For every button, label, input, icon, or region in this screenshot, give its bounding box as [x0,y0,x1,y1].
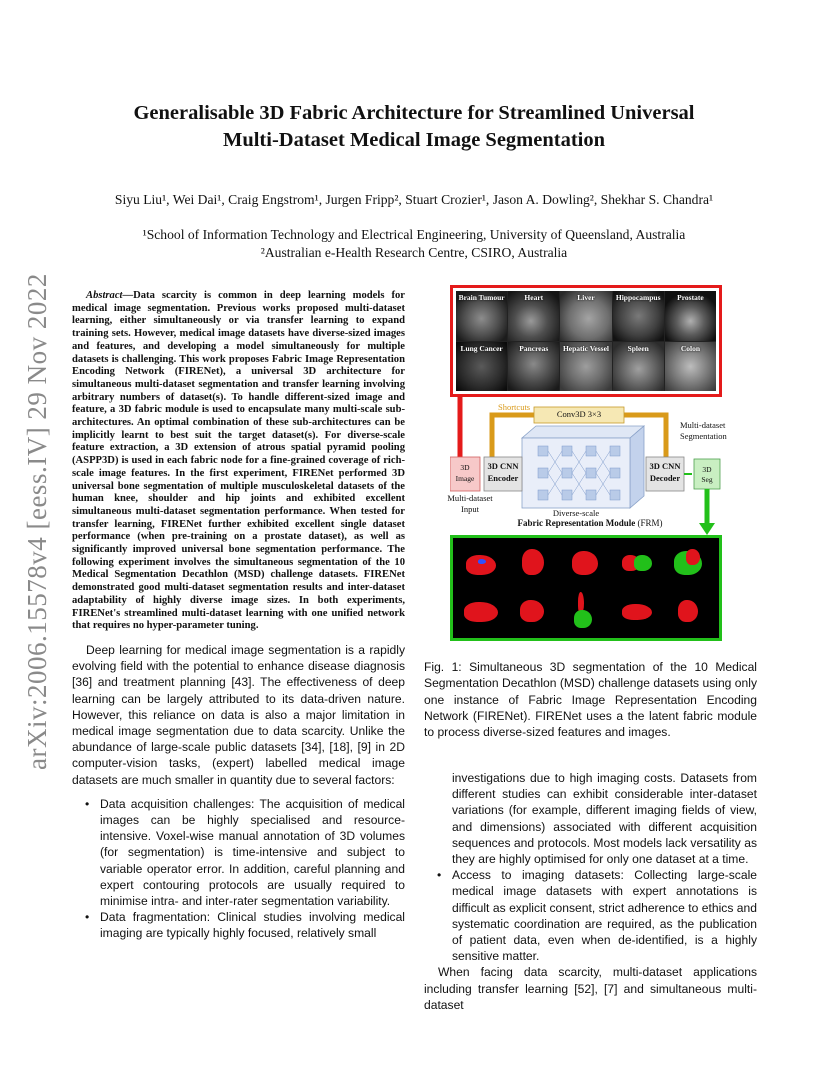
segmentation-render [456,541,508,588]
dataset-label: Heart [524,293,544,302]
segmentation-render [508,588,560,635]
output-box-line-2: Seg [701,475,713,484]
multi-seg-line-2: Segmentation [680,431,727,441]
dataset-label: Spleen [627,343,649,353]
figure-1 [447,285,727,641]
multi-seg-line-1: Multi-dataset [680,420,726,430]
output-box-line-1: 3D [702,465,712,474]
right-column [424,770,757,1013]
encoder-line-2: Encoder [487,473,519,483]
dataset-label: Lung Cancer [460,343,503,353]
frm-abbr: (FRM) [635,518,663,528]
bullet-data-fragmentation-cont: investigations due to high imaging costs. Datasets from different studies can exhibit considerable inter-dataset variations (for example, different imaging fields of view, and dimensions) associated with different acquisition sequences and protocols. Most models lack versatility as they are highly optimised for only one dataset at a time. [452,771,757,867]
seg-grid [456,541,716,635]
title-line-2: Multi-Dataset Medical Image Segmentation [222,129,606,151]
abstract-dash: — [122,290,134,301]
segmentation-render [664,541,716,588]
segmentation-render [612,588,664,635]
affiliation-2: ²Australian e-Health Research Centre, CSIRO, Australia [260,245,568,260]
input-box-line-1: 3D [460,463,470,472]
bullet-data-fragmentation: • Data fragmentation: Clinical studies involving medical imaging are typically highly focused, relatively small [72,909,405,941]
dataset-label: Liver [577,293,595,302]
affiliation-1: ¹School of Information Technology and Electrical Engineering, University of Queensland, Australia [142,227,686,242]
segmentation-render [508,541,560,588]
affiliations [60,226,768,262]
author-list: Siyu Liu¹, Wei Dai¹, Craig Engstrom¹, Jurgen Fripp², Stuart Crozier¹, Jason A. Dowling², Shekhar S. Chandra¹ [114,192,714,207]
segmentation-render [456,588,508,635]
input-label-line-1: Multi-dataset [447,493,493,503]
abstract-label: Abstract [86,290,123,301]
multi-dataset-segmentation-label [680,420,727,442]
input-3d-image-box [450,462,480,484]
segmentation-render [664,588,716,635]
abstract-text: Data scarcity is common in deep learning models for medical image segmentation. Previous works proposed multi-dataset learning, either simultaneously or via transfer learning to expand training sets. However, medical image datasets have diverse-sized images and features, and developing a model simultaneously for multiple datasets is challenging. This work proposes Fabric Image Representation Encoding Network (FIRENet), a universal 3D architecture for simultaneous multi-dataset segmentation and transfer learning involving arbitrary numbers of dataset(s). To handle different-sized image and feature, a 3D fabric module is used to encapsulate many multi-scale sub-architectures. An optimal combination of these sub-architectures can be implicitly learnt to best suit the target dataset(s). For diverse-scale feature extraction, a 3D extension of atrous spatial pyramid pooling (ASPP3D) is used in each fabric node for a fine-grained coverage of rich-scale image features. In the first experiment, FIRENet performed 3D universal bone segmentation of multiple musculoskeletal datasets of the human knee, shoulder and hip joints and exhibited excellent simultaneous multi-dataset segmentation performance. When tested for transfer learning, FIRENet further exhibited excellent single dataset performance (when pre-training on a prostate dataset), as well as significantly improved universal bone segmentation performance. The following experiment involves the simultaneous segmentation of the 10 Medical Segmentation Decathlon (MSD) challenge datasets. FIRENet demonstrated good multi-dataset segmentation results and inter-dataset adaptability of highly diverse image sizes. In both experiments, FIRENet's streamlined multi-dataset learning with one unified network that requires no hyper-parameter tuning. [72,290,405,632]
segmentation-render [560,541,612,588]
encoder-line-1: 3D CNN [487,461,519,471]
segmentation-render [612,541,664,588]
paper-title [60,100,768,154]
dataset-label: Hepatic Vessel [562,343,610,353]
decoder-box [646,460,684,484]
input-label-line-2: Input [461,504,479,514]
closing-paragraph: When facing data scarcity, multi-dataset applications including transfer learning [52], [7] and simultaneous multi-dataset [424,965,757,1012]
dataset-label: Pancreas [519,343,549,353]
dataset-label: Hippocampus [615,293,661,302]
frm-name: Fabric Representation Module [517,518,636,528]
challenge-list [72,796,405,942]
left-column [72,290,405,942]
segmentation-output-panel [450,535,722,641]
decoder-line-1: 3D CNN [649,461,681,471]
decoder-line-2: Decoder [649,473,681,483]
output-3d-seg-box [694,465,720,485]
abstract [72,290,405,633]
dataset-label: Brain Tumour [458,293,505,302]
conv-label: Conv3D 3×3 [556,409,602,419]
diverse-scale-label: Diverse-scale [552,508,600,518]
shortcuts-label: Shortcuts [498,402,531,412]
encoder-box [484,460,522,484]
frm-label [490,518,690,528]
bullet-access-to-datasets: • Access to imaging datasets: Collecting large-scale medical image datasets with expert annotations is difficult as explicit consent, strict adherence to ethics and systematic coordination are required, as the publication of patient data, even when de-identified, is a highly sensitive matter. [424,867,757,964]
dataset-label: Colon [680,343,700,353]
dataset-label: Prostate [677,293,704,302]
intro-paragraph: Deep learning for medical image segmentation is a rapidly evolving field with the potential to enhance disease diagnosis [36] and treatment planning [43]. The effectiveness of deep learning can be largely attributed to its data-driven nature. However, this reliance on data is also a major limitation in medical image segmentation due to data scarcity. Unlike the abundance of large-scale public datasets [34], [18], [9] in 2D computer-vision tasks, (expert) labelled medical image datasets are much smaller in quantity due to several factors: [72,642,405,787]
challenge-list-continued [424,770,757,964]
multi-dataset-input-label [444,493,496,515]
arxiv-watermark: arXiv:2006.15578v4 [eess.IV] 29 Nov 2022 [22,273,52,770]
title-line-1: Generalisable 3D Fabric Architecture for Streamlined Universal [133,102,695,124]
bullet-data-acquisition: • Data acquisition challenges: The acquisition of medical images can be highly specialised and resource-intensive. Voxel-wise manual annotation of 3D volumes (for segmentation) is time-intensive and subject to variable operator error. In addition, careful planning and expert contouring protocols are usually required to minimise intra- and inter-rater segmentation variability. [72,796,405,909]
figure-caption: Fig. 1: Simultaneous 3D segmentation of the 10 Medical Segmentation Decathlon (MSD) challenge datasets using only one instance of Fabric Image Representation Encoding Network (FIRENet). FIRENet uses a the latent fabric module to process diverse-sized features and images. [424,660,757,740]
segmentation-render [560,588,612,635]
input-box-line-2: Image [455,474,475,483]
